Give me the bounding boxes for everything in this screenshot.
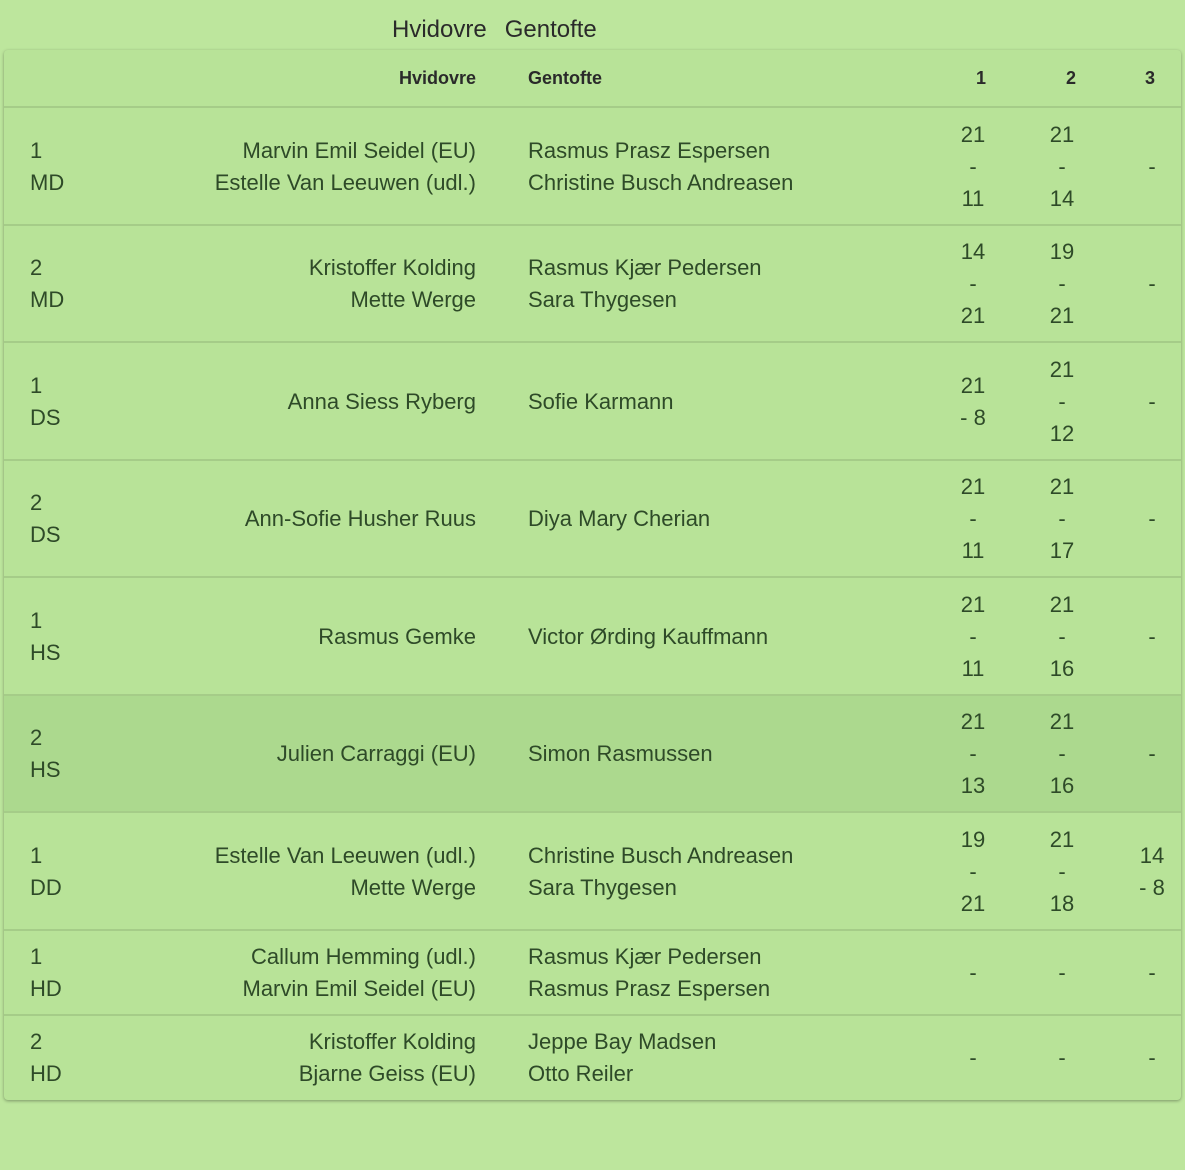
home-player-name[interactable]: Estelle Van Leeuwen (udl.) xyxy=(214,842,476,868)
away-players xyxy=(528,621,768,653)
set-2-score xyxy=(1038,236,1086,332)
score-part: 21 xyxy=(960,121,986,147)
header-set-1: 1 xyxy=(975,68,986,88)
match-number: 2 xyxy=(30,1029,43,1054)
match-type: HD xyxy=(30,976,62,1001)
score-part: - xyxy=(969,741,977,767)
score-part: - xyxy=(1058,506,1066,532)
score-part: 16 xyxy=(1049,655,1075,681)
match-label xyxy=(30,1026,62,1090)
score-part: 13 xyxy=(960,773,986,799)
table-row[interactable] xyxy=(4,696,1181,814)
header-set-3: 3 xyxy=(1144,68,1155,88)
match-number: 1 xyxy=(30,944,43,969)
score-part: 21 xyxy=(960,890,986,916)
set-2-score xyxy=(1038,1042,1086,1074)
home-players xyxy=(309,252,476,316)
score-part: 14 xyxy=(1049,185,1075,211)
set-3-score: - xyxy=(1148,153,1156,179)
away-player-name[interactable]: Sofie Karmann xyxy=(528,388,674,414)
table-row[interactable] xyxy=(4,226,1181,344)
away-player-name[interactable]: Simon Rasmussen xyxy=(528,741,713,767)
away-players xyxy=(528,1026,716,1090)
score-part: 21 xyxy=(960,474,986,500)
away-player-name[interactable]: Diya Mary Cherian xyxy=(528,506,711,532)
score-part: 21 xyxy=(1049,303,1075,329)
score-part: 19 xyxy=(1049,239,1075,265)
score-part: 18 xyxy=(1049,890,1075,916)
match-number: 2 xyxy=(30,725,43,751)
score-part: - xyxy=(1058,153,1066,179)
score-part: - xyxy=(1058,1045,1066,1070)
score-part: 21 xyxy=(1049,356,1075,382)
home-player-name[interactable]: Estelle Van Leeuwen (udl.) xyxy=(214,169,476,195)
set-3-score: 14 - 8 xyxy=(1139,842,1165,900)
home-player-name[interactable]: Kristoffer Kolding xyxy=(308,255,476,281)
set-2-score xyxy=(1038,354,1086,450)
header-set-2: 2 xyxy=(1065,68,1076,88)
score-part: - xyxy=(1058,388,1066,414)
table-row[interactable] xyxy=(4,578,1181,696)
home-players xyxy=(245,503,476,535)
table-header xyxy=(4,50,1181,108)
set-3-score: - xyxy=(1148,388,1156,414)
home-players xyxy=(277,738,476,770)
score-part: - xyxy=(969,623,977,649)
score-part: 11 xyxy=(961,185,985,211)
score-part: 16 xyxy=(1049,773,1075,799)
away-player-name[interactable]: Victor Ørding Kauffmann xyxy=(528,623,769,649)
home-players xyxy=(215,135,476,199)
score-part: - 8 xyxy=(960,404,986,430)
set-2-score xyxy=(1038,589,1086,685)
match-title xyxy=(392,16,615,44)
match-label xyxy=(30,840,62,904)
set-1-score xyxy=(949,824,997,920)
match-type: HS xyxy=(30,757,61,783)
title-away-team: Gentofte xyxy=(504,16,597,43)
score-part: - xyxy=(1058,741,1066,767)
away-player-name[interactable]: Christine Busch Andreasen xyxy=(528,169,794,195)
set-1-score xyxy=(949,370,997,434)
home-players xyxy=(318,621,476,653)
score-part: 21 xyxy=(960,709,986,735)
home-player-name[interactable]: Ann-Sofie Husher Ruus xyxy=(244,506,476,532)
score-part: 11 xyxy=(961,538,985,564)
score-part: - xyxy=(969,1045,977,1070)
score-part: 12 xyxy=(1049,420,1075,446)
table-row[interactable] xyxy=(4,343,1181,461)
score-part: - xyxy=(1058,623,1066,649)
match-type: MD xyxy=(30,169,65,195)
match-label xyxy=(30,722,61,786)
score-part: 21 xyxy=(1049,591,1075,617)
match-label xyxy=(30,135,64,199)
away-players xyxy=(528,252,762,316)
match-type: DS xyxy=(30,404,61,430)
score-part: 21 xyxy=(1049,121,1075,147)
home-player-name[interactable]: Mette Werge xyxy=(350,874,476,900)
away-players xyxy=(528,941,770,1005)
set-3-score: - xyxy=(1148,960,1156,985)
away-players xyxy=(528,738,713,770)
table-row[interactable] xyxy=(4,1016,1181,1101)
set-1-score xyxy=(949,957,997,989)
away-players xyxy=(528,503,710,535)
away-player-name[interactable]: Otto Reiler xyxy=(528,1061,634,1086)
set-3-score: - xyxy=(1148,271,1156,297)
score-part: 19 xyxy=(960,826,986,852)
match-number: 1 xyxy=(30,842,43,868)
score-part: - xyxy=(969,271,977,297)
set-3-score: - xyxy=(1148,1045,1156,1070)
set-1-score xyxy=(949,236,997,332)
set-2-score xyxy=(1038,706,1086,802)
results-table xyxy=(4,50,1181,1100)
score-part: 11 xyxy=(961,655,985,681)
home-player-name[interactable]: Bjarne Geiss (EU) xyxy=(298,1061,476,1086)
home-player-name[interactable]: Marvin Emil Seidel (EU) xyxy=(242,976,476,1001)
table-row[interactable] xyxy=(4,931,1181,1016)
match-type: DS xyxy=(30,522,61,548)
match-label xyxy=(30,941,62,1005)
home-player-name[interactable]: Callum Hemming (udl.) xyxy=(251,944,476,969)
match-type: HD xyxy=(30,1061,62,1086)
home-player-name[interactable]: Marvin Emil Seidel (EU) xyxy=(242,137,476,163)
match-number: 2 xyxy=(30,255,43,281)
away-player-name[interactable]: Rasmus Kjær Pedersen xyxy=(528,944,762,969)
set-1-score xyxy=(949,471,997,567)
set-2-score xyxy=(1038,471,1086,567)
set-2-score xyxy=(1038,119,1086,215)
table-row[interactable] xyxy=(4,813,1181,931)
match-number: 2 xyxy=(30,490,43,516)
score-part: - xyxy=(969,153,977,179)
set-3-score: - xyxy=(1148,623,1156,649)
home-players xyxy=(243,941,477,1005)
away-player-name[interactable]: Jeppe Bay Madsen xyxy=(528,1029,717,1054)
away-player-name[interactable]: Sara Thygesen xyxy=(528,287,677,313)
score-part: - xyxy=(969,858,977,884)
score-part: - xyxy=(969,960,977,985)
home-players xyxy=(215,840,476,904)
home-player-name[interactable]: Rasmus Gemke xyxy=(318,623,476,649)
set-2-score xyxy=(1038,957,1086,989)
match-number: 1 xyxy=(30,137,43,163)
score-part: - xyxy=(1058,858,1066,884)
table-row[interactable] xyxy=(4,108,1181,226)
title-home-team: Hvidovre xyxy=(392,16,487,43)
match-label xyxy=(30,605,61,669)
home-players xyxy=(288,386,476,418)
score-part: 21 xyxy=(1049,474,1075,500)
set-3-score: - xyxy=(1148,506,1156,532)
score-part: 14 xyxy=(960,239,986,265)
away-player-name[interactable]: Rasmus Prasz Espersen xyxy=(528,137,771,163)
header-home-team: Hvidovre xyxy=(398,68,476,88)
score-part: - xyxy=(1058,271,1066,297)
score-part: - xyxy=(1058,960,1066,985)
set-2-score xyxy=(1038,824,1086,920)
match-type: MD xyxy=(30,287,65,313)
home-player-name[interactable]: Anna Siess Ryberg xyxy=(287,388,476,414)
set-1-score xyxy=(949,119,997,215)
home-player-name[interactable]: Kristoffer Kolding xyxy=(308,1029,476,1054)
away-player-name[interactable]: Rasmus Prasz Espersen xyxy=(528,976,771,1001)
score-part: 21 xyxy=(960,372,986,398)
set-1-score xyxy=(949,706,997,802)
away-players xyxy=(528,840,793,904)
home-player-name[interactable]: Mette Werge xyxy=(350,287,476,313)
away-player-name[interactable]: Christine Busch Andreasen xyxy=(528,842,794,868)
score-part: 21 xyxy=(1049,709,1075,735)
match-label xyxy=(30,487,61,551)
score-part: 21 xyxy=(1049,826,1075,852)
home-players xyxy=(299,1026,476,1090)
match-number: 1 xyxy=(30,372,43,398)
match-type: DD xyxy=(30,874,62,900)
away-player-name[interactable]: Sara Thygesen xyxy=(528,874,677,900)
match-number: 1 xyxy=(30,607,43,633)
table-row[interactable] xyxy=(4,461,1181,579)
match-type: HS xyxy=(30,639,61,665)
away-player-name[interactable]: Rasmus Kjær Pedersen xyxy=(528,255,762,281)
score-part: 21 xyxy=(960,591,986,617)
away-players xyxy=(528,135,793,199)
header-away-team: Gentofte xyxy=(528,68,602,88)
set-1-score xyxy=(949,589,997,685)
away-players xyxy=(528,386,674,418)
match-label xyxy=(30,252,64,316)
match-label xyxy=(30,370,61,434)
home-player-name[interactable]: Julien Carraggi (EU) xyxy=(276,741,476,767)
score-part: - xyxy=(969,506,977,532)
score-part: 17 xyxy=(1049,538,1075,564)
score-part: 21 xyxy=(960,303,986,329)
set-1-score xyxy=(949,1042,997,1074)
set-3-score: - xyxy=(1148,741,1156,767)
